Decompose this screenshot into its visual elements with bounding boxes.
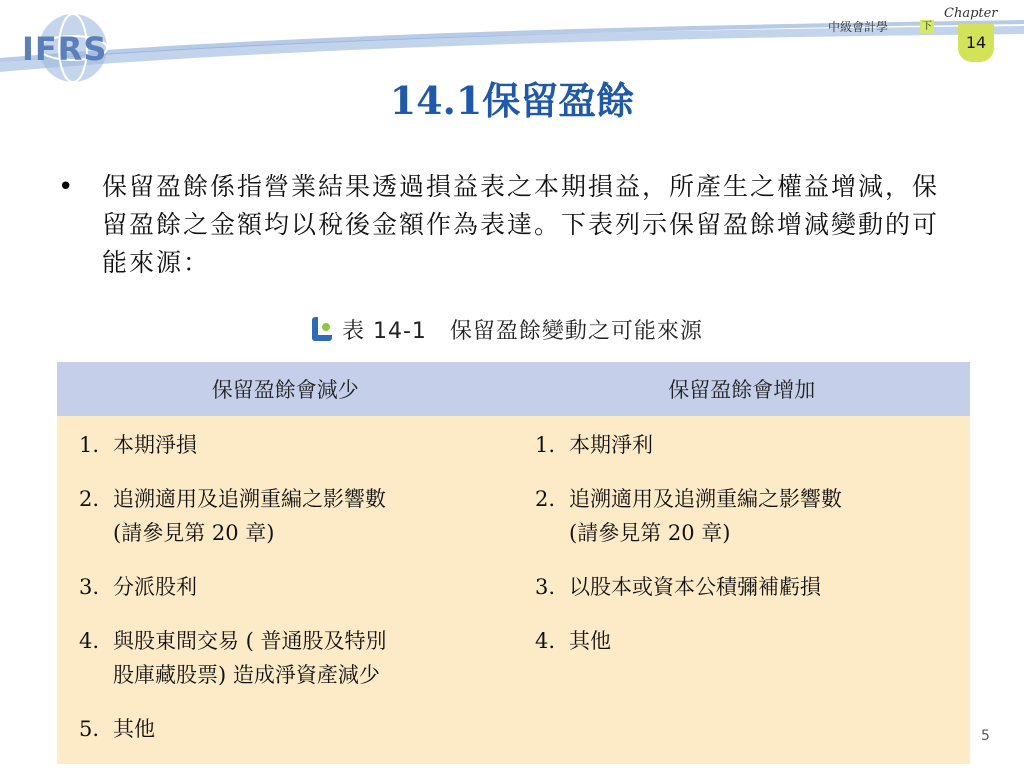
item-text [113, 570, 197, 604]
item-text [569, 482, 842, 550]
item-line: 追溯適用及追溯重編之影響數 [113, 487, 386, 511]
list-item [79, 482, 513, 550]
item-line: 分派股利 [113, 575, 197, 599]
item-line: (請參見第 20 章) [113, 521, 275, 545]
retained-earnings-table [57, 362, 970, 764]
list-item [535, 482, 969, 550]
item-number: 2. [535, 487, 556, 511]
table-caption-text: 表 14-1 保留盈餘變動之可能來源 [342, 318, 703, 344]
list-item [535, 624, 969, 658]
table-body [57, 416, 970, 766]
logo-text: IFRS [22, 30, 108, 68]
bullet-text: 保留盈餘係指營業結果透過損益表之本期損益，所產生之權益增減，保留盈餘之金額均以稅後金額作為表達。下表列示保留盈餘增減變動的可能來源： [102, 172, 940, 277]
item-line: 其他 [569, 629, 611, 653]
bullet-dot-icon: • [58, 172, 74, 202]
item-line: 股庫藏股票) 造成淨資產減少 [113, 663, 380, 687]
item-line: 以股本或資本公積彌補虧損 [569, 575, 821, 599]
item-text [569, 570, 821, 604]
list-item [79, 570, 513, 604]
item-number: 3. [79, 575, 100, 599]
chapter-label: Chapter [944, 6, 998, 21]
page-number: 5 [981, 728, 990, 744]
item-line: 本期淨損 [113, 433, 197, 457]
item-number: 4. [535, 629, 556, 653]
list-item [79, 624, 513, 692]
item-line: (請參見第 20 章) [569, 521, 731, 545]
list-item [535, 428, 969, 462]
bullet-point [58, 168, 958, 282]
item-line: 本期淨利 [569, 433, 653, 457]
increase-column [513, 428, 969, 766]
decrease-column [57, 428, 513, 766]
volume-badge: 下 [922, 21, 932, 32]
item-text [113, 428, 197, 462]
table-label-icon [312, 317, 334, 341]
item-text [113, 482, 386, 550]
header-increase: 保留盈餘會增加 [668, 378, 816, 402]
chapter-number: 14 [965, 33, 987, 52]
item-line: 其他 [113, 717, 155, 741]
item-number: 3. [535, 575, 556, 599]
table-caption [312, 314, 703, 344]
item-number: 4. [79, 629, 100, 653]
book-title: 中級會計學 [828, 20, 889, 34]
item-number: 5. [79, 717, 100, 741]
item-text [113, 624, 387, 692]
item-text [569, 428, 653, 462]
table-header-row [57, 362, 970, 416]
item-number: 1. [79, 433, 100, 457]
item-line: 追溯適用及追溯重編之影響數 [569, 487, 842, 511]
item-number: 1. [535, 433, 556, 457]
slide-title: 14.1保留盈餘 [389, 78, 635, 123]
list-item [79, 712, 513, 746]
list-item [535, 570, 969, 604]
header-decrease: 保留盈餘會減少 [211, 378, 359, 402]
list-item [79, 428, 513, 462]
item-line: 與股東間交易 ( 普通股及特別 [113, 629, 387, 653]
chapter-tab [958, 24, 994, 62]
item-text [113, 712, 155, 746]
item-text [569, 624, 611, 658]
item-number: 2. [79, 487, 100, 511]
